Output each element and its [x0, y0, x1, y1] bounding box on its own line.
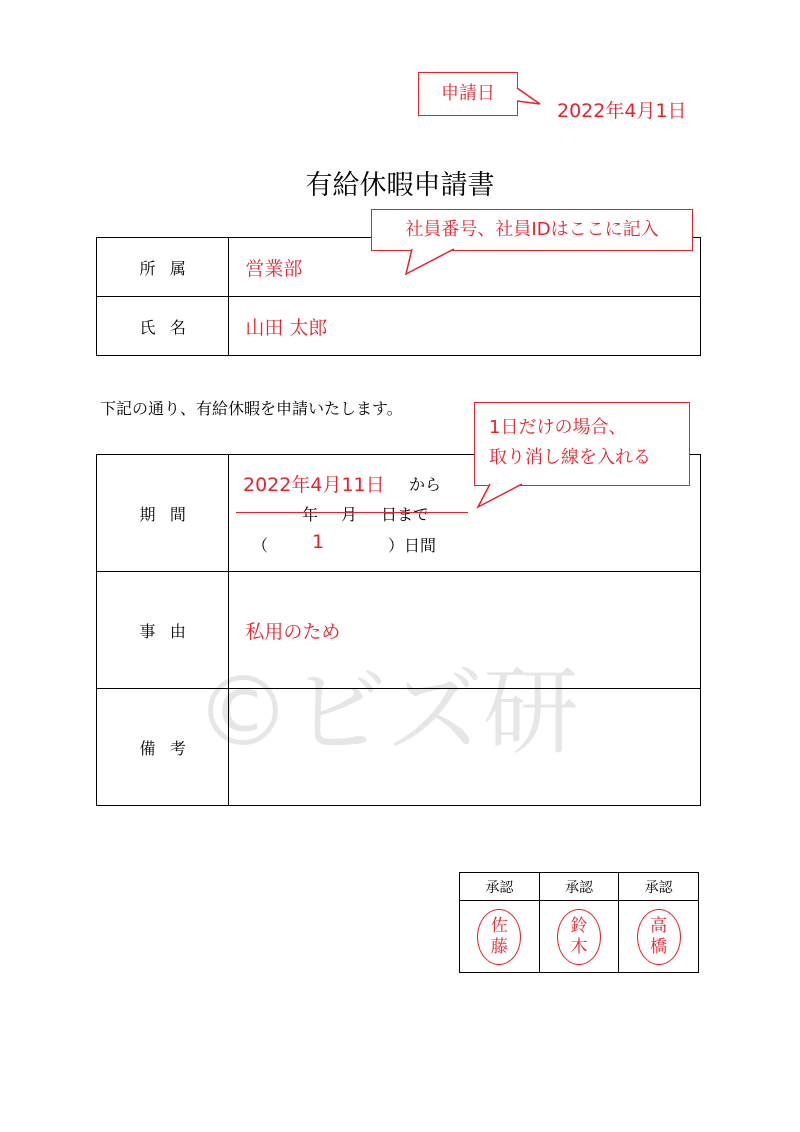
approval-seal-cell[interactable]	[460, 901, 540, 973]
period-from-suffix: から	[409, 475, 442, 494]
period-label: 期間	[97, 455, 229, 572]
application-date-value: 2022年4月1日	[557, 100, 687, 122]
approval-table	[459, 872, 699, 973]
period-to-year: 年	[302, 505, 319, 524]
strike-note-callout	[474, 402, 690, 486]
strike-note-pointer	[476, 483, 536, 513]
page-title: 有給休暇申請書	[305, 170, 495, 201]
remarks-value[interactable]	[229, 689, 701, 806]
period-from-date[interactable]: 2022年4月11日	[243, 474, 385, 496]
strikethrough-line	[236, 512, 468, 513]
employee-id-callout-text: 社員番号、社員IDはここに記入	[405, 219, 659, 240]
approval-seal-cell[interactable]	[539, 901, 619, 973]
seal-char: 鈴	[570, 915, 588, 936]
approval-seal-cell[interactable]	[619, 901, 699, 973]
period-days-value[interactable]: 1	[312, 531, 325, 553]
period-days-open: （	[252, 536, 269, 555]
seal-char: 木	[570, 936, 588, 957]
approval-header: 承認	[619, 873, 699, 901]
seal-char: 藤	[490, 936, 508, 957]
approval-header: 承認	[460, 873, 540, 901]
intro-text: 下記の通り、有給休暇を申請いたします。	[100, 399, 403, 418]
approval-seal	[477, 909, 521, 965]
name-value[interactable]: 山田 太郎	[229, 297, 701, 356]
strike-note-line2: 取り消し線を入れる	[489, 447, 651, 468]
callout-pointer	[516, 86, 542, 108]
seal-char: 橋	[650, 936, 668, 957]
employee-id-callout-pointer	[402, 248, 462, 278]
department-value[interactable]: 営業部	[229, 238, 701, 297]
name-label: 氏名	[97, 297, 229, 356]
application-date-callout	[418, 72, 518, 116]
approval-seal	[557, 909, 601, 965]
seal-char: 佐	[490, 915, 508, 936]
period-to-day: 日まで	[381, 505, 430, 524]
seal-char: 高	[650, 915, 668, 936]
watermark: ©ビズ研	[195, 656, 579, 768]
period-days-close: ）日間	[388, 536, 437, 555]
approval-seal	[637, 909, 681, 965]
reason-label: 事由	[97, 572, 229, 689]
employee-id-callout	[371, 209, 693, 251]
approval-header: 承認	[539, 873, 619, 901]
period-to-month: 月	[341, 505, 358, 524]
remarks-label: 備考	[97, 689, 229, 806]
info-table	[96, 237, 701, 356]
strike-note-line1: 1日だけの場合、	[489, 417, 627, 438]
application-date-label: 申請日	[441, 83, 495, 104]
department-label: 所属	[97, 238, 229, 297]
reason-value[interactable]: 私用のため	[229, 572, 701, 689]
